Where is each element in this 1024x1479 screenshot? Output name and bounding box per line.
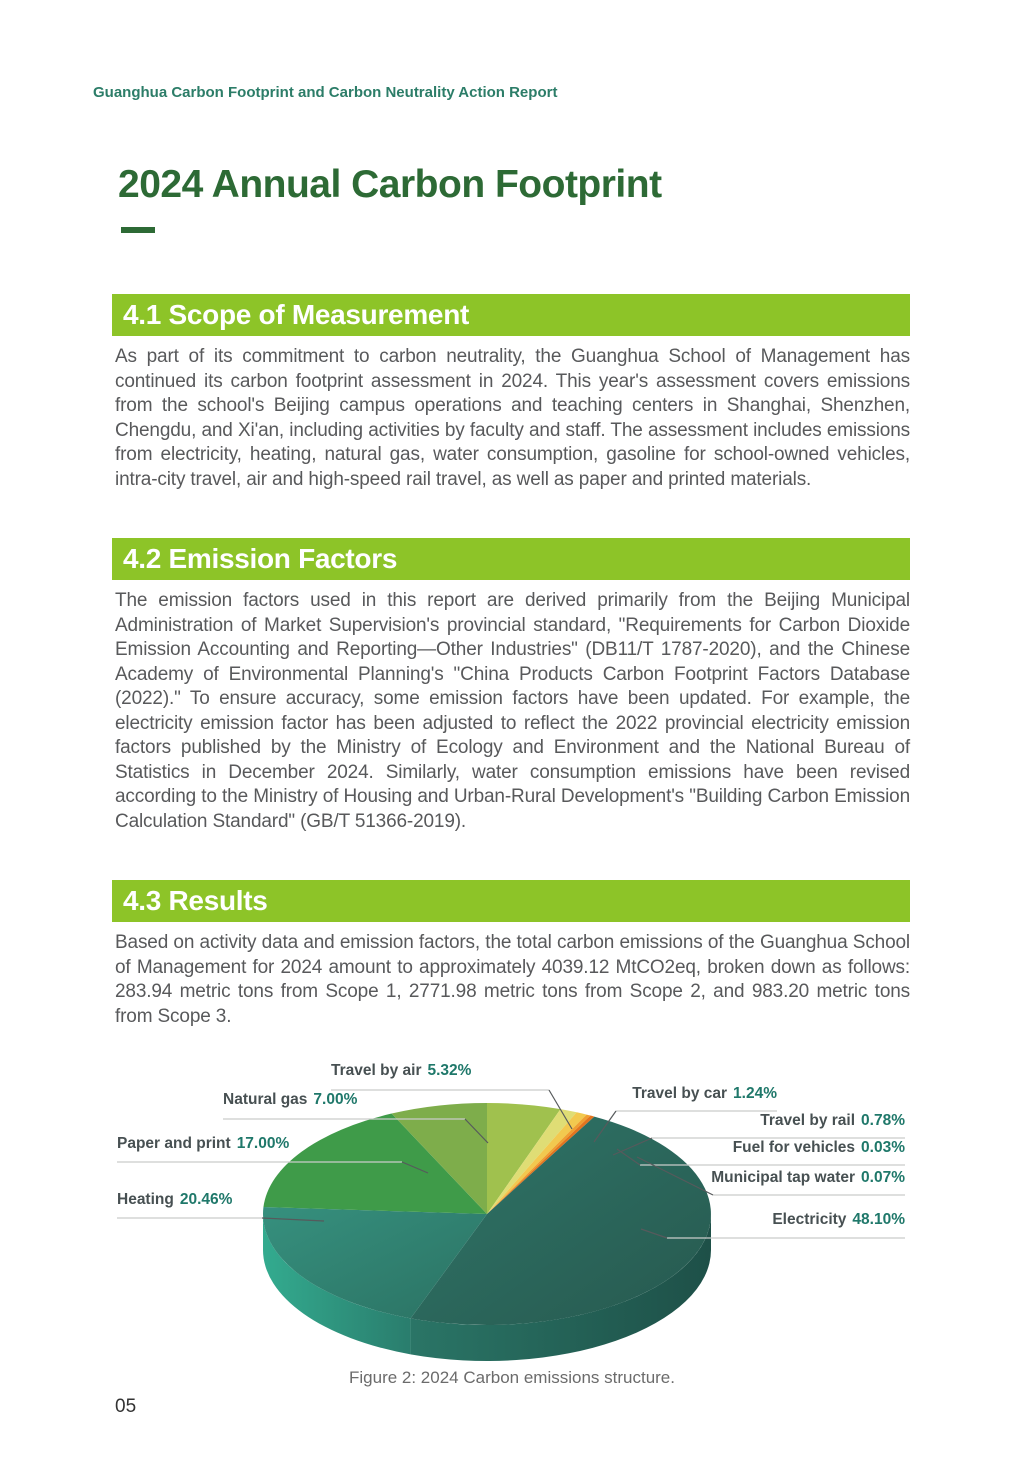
chart-label-name: Paper and print [117,1135,231,1152]
chart-label-percent: 20.46% [179,1191,233,1208]
chart-label-percent: 48.10% [852,1211,905,1228]
chart-label-name: Fuel for vehicles [732,1139,856,1156]
chart-label-percent: 0.78% [861,1112,905,1129]
chart-label-name: Electricity [772,1211,847,1228]
chart-label-name: Natural gas [223,1091,308,1108]
chart-label-percent: 1.24% [733,1085,777,1102]
chart-label-name: Travel by car [632,1085,728,1102]
section-4-2-body: The emission factors used in this report are derived primarily from the Beijing Municipal Administration of Market Supervision's provincial standard, "Requirements for Carbon Dioxide Emission Accounting and Reporting—Other Industries" (DB11/T 1787-2020), and the Chinese Academy of Environmental Planning's "China Products Carbon Footprint Factors Database (2022)." To ensure accuracy, some emission factors have been updated. For example, the electricity emission factor has been adjusted to reflect the 2022 provincial electricity emission factors published by the Ministry of Ecology and Environment and the National Bureau of Statistics in December 2024. Similarly, water consumption emissions have been revised according to the Ministry of Housing and Urban-Rural Development's "Building Carbon Emission Calculation Standard" (GB/T 51366-2019). [115,590,910,832]
chart-label-percent: 7.00% [313,1091,358,1108]
chart-label-natural_gas [223,1091,357,1109]
chart-label-electricity [772,1211,905,1229]
section-4-1-body: As part of its commitment to carbon neutrality, the Guanghua School of Management has continued its carbon footprint assessment in 2024. This year's assessment covers emissions from the school's Beijing campus operations and teaching centers in Shanghai, Shenzhen, Chengdu, and Xi'an, including activities by faculty and staff. The assessment includes emissions from electricity, heating, natural gas, water consumption, gasoline for school-owned vehicles, intra-city travel, air and high-speed rail travel, as well as paper and printed materials. [115,346,910,490]
chart-label-heating [117,1191,232,1209]
chart-label-percent: 17.00% [236,1135,290,1152]
figure-caption: Figure 2: 2024 Carbon emissions structure. [349,1368,675,1387]
chart-label-name: Travel by air [331,1062,422,1079]
chart-label-travel_by_rail [760,1112,905,1130]
chart-label-name: Travel by rail [760,1112,856,1129]
page-title: 2024 Annual Carbon Footprint [118,163,662,206]
page-number: 05 [115,1396,137,1417]
section-4-2-heading: 4.2 Emission Factors [112,538,910,580]
chart-label-paper_and_print [117,1135,289,1153]
chart-label-municipal_tap_water [711,1169,905,1187]
document-header: Guanghua Carbon Footprint and Carbon Neutrality Action Report [93,84,558,101]
chart-label-percent: 0.03% [861,1139,905,1156]
section-4-1-heading: 4.1 Scope of Measurement [112,294,910,336]
chart-label-fuel_for_vehicles [733,1139,905,1157]
chart-label-travel_by_car [632,1085,777,1103]
section-4-3-body: Based on activity data and emission factors, the total carbon emissions of the Guanghua School of Management for 2024 amount to approximately 4039.12 MtCO2eq, broken down as follows: 283.94 metric tons from Scope 1, 2771.98 metric tons from Scope 2, and 983.20 metric tons from Scope 3. [115,932,910,1027]
chart-label-percent: 0.07% [861,1169,905,1186]
section-4-3-heading: 4.3 Results [112,880,910,922]
chart-label-percent: 5.32% [427,1062,472,1079]
chart-label-travel_by_air [331,1062,471,1080]
chart-label-name: Heating [117,1191,174,1208]
chart-label-name: Municipal tap water [711,1169,856,1186]
